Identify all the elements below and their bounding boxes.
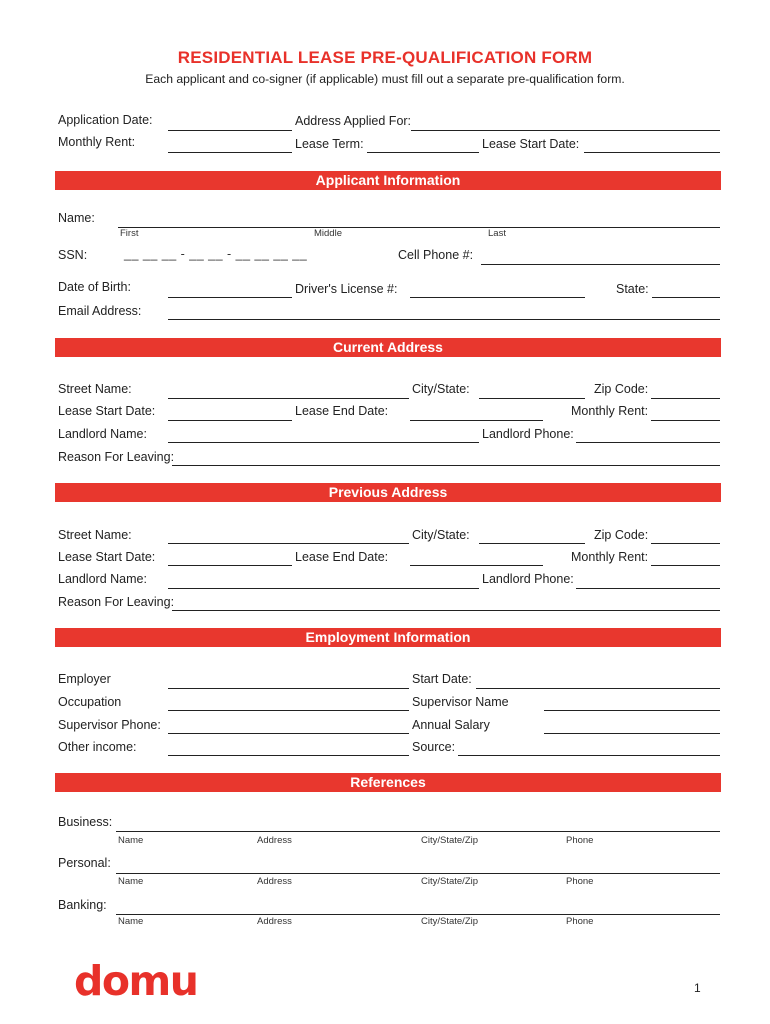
page-number: 1 bbox=[694, 981, 701, 995]
email-label: Email Address: bbox=[58, 304, 142, 318]
employer-label: Employer bbox=[58, 672, 111, 686]
lease-start-date-field[interactable] bbox=[584, 139, 720, 153]
supervisor-name-label: Supervisor Name bbox=[412, 695, 509, 709]
form-title: RESIDENTIAL LEASE PRE-QUALIFICATION FORM bbox=[177, 48, 593, 67]
banking-name-caption: Name bbox=[118, 916, 144, 927]
state-label: State: bbox=[616, 282, 649, 296]
previous-street-label: Street Name: bbox=[58, 528, 132, 542]
other-income-label: Other income: bbox=[58, 740, 137, 754]
previous-reason-field[interactable] bbox=[172, 597, 720, 611]
business-name-caption: Name bbox=[118, 835, 144, 846]
lease-term-label: Lease Term: bbox=[295, 137, 364, 151]
source-label: Source: bbox=[412, 740, 456, 754]
start-date-field[interactable] bbox=[476, 675, 720, 689]
previous-lease-end-label: Lease End Date: bbox=[295, 550, 389, 564]
personal-phone-caption: Phone bbox=[566, 876, 594, 887]
current-landlord-phone-label: Landlord Phone: bbox=[482, 427, 574, 441]
personal-city-caption: City/State/Zip bbox=[421, 876, 479, 887]
previous-city-state-field[interactable] bbox=[479, 530, 585, 544]
banking-address-caption: Address bbox=[257, 916, 292, 927]
other-income-field[interactable] bbox=[168, 742, 409, 756]
current-city-state-field[interactable] bbox=[479, 385, 585, 399]
lease-start-date-label: Lease Start Date: bbox=[482, 137, 580, 151]
previous-monthly-rent-field[interactable] bbox=[651, 552, 720, 566]
personal-address-caption: Address bbox=[257, 876, 292, 887]
previous-address-heading: Previous Address bbox=[55, 483, 721, 502]
current-landlord-name-label: Landlord Name: bbox=[58, 427, 147, 441]
current-lease-start-field[interactable] bbox=[168, 407, 292, 421]
cell-phone-label: Cell Phone #: bbox=[398, 248, 474, 262]
previous-city-state-label: City/State: bbox=[412, 528, 470, 542]
previous-landlord-name-label: Landlord Name: bbox=[58, 572, 147, 586]
business-phone-caption: Phone bbox=[566, 835, 594, 846]
current-lease-end-field[interactable] bbox=[410, 407, 543, 421]
occupation-label: Occupation bbox=[58, 695, 122, 709]
lease-term-field[interactable] bbox=[367, 139, 479, 153]
domu-logo: domu bbox=[74, 957, 198, 1005]
current-address-heading: Current Address bbox=[55, 338, 721, 357]
monthly-rent-label: Monthly Rent: bbox=[58, 135, 136, 149]
applicant-information-heading: Applicant Information bbox=[55, 171, 721, 190]
monthly-rent-field[interactable] bbox=[168, 139, 292, 153]
current-zip-field[interactable] bbox=[651, 385, 720, 399]
current-zip-label: Zip Code: bbox=[594, 382, 649, 396]
application-date-label: Application Date: bbox=[58, 113, 153, 127]
previous-reason-label: Reason For Leaving: bbox=[58, 595, 175, 609]
supervisor-phone-label: Supervisor Phone: bbox=[58, 718, 161, 732]
personal-reference-field[interactable] bbox=[116, 860, 720, 874]
business-address-caption: Address bbox=[257, 835, 292, 846]
email-field[interactable] bbox=[168, 306, 720, 320]
drivers-license-label: Driver's License #: bbox=[295, 282, 398, 296]
current-lease-end-label: Lease End Date: bbox=[295, 404, 389, 418]
current-landlord-phone-field[interactable] bbox=[576, 429, 720, 443]
current-monthly-rent-field[interactable] bbox=[651, 407, 720, 421]
banking-phone-caption: Phone bbox=[566, 916, 594, 927]
current-street-label: Street Name: bbox=[58, 382, 132, 396]
current-city-state-label: City/State: bbox=[412, 382, 470, 396]
date-of-birth-label: Date of Birth: bbox=[58, 280, 131, 294]
employer-field[interactable] bbox=[168, 675, 409, 689]
ssn-label: SSN: bbox=[58, 248, 88, 262]
address-applied-for-label: Address Applied For: bbox=[295, 114, 412, 128]
personal-reference-label: Personal: bbox=[58, 856, 111, 870]
previous-lease-start-label: Lease Start Date: bbox=[58, 550, 156, 564]
supervisor-phone-field[interactable] bbox=[168, 720, 409, 734]
annual-salary-field[interactable] bbox=[544, 720, 720, 734]
annual-salary-label: Annual Salary bbox=[412, 718, 490, 732]
first-name-caption: First bbox=[120, 228, 139, 239]
business-reference-field[interactable] bbox=[116, 818, 720, 832]
name-label: Name: bbox=[58, 211, 95, 225]
previous-lease-end-field[interactable] bbox=[410, 552, 543, 566]
banking-reference-field[interactable] bbox=[116, 901, 720, 915]
application-date-field[interactable] bbox=[168, 117, 292, 131]
previous-lease-start-field[interactable] bbox=[168, 552, 292, 566]
drivers-license-field[interactable] bbox=[410, 284, 585, 298]
ssn-field[interactable]: __ __ __ - __ __ - __ __ __ __ bbox=[124, 247, 308, 261]
previous-zip-label: Zip Code: bbox=[594, 528, 649, 542]
current-landlord-name-field[interactable] bbox=[168, 429, 479, 443]
previous-landlord-phone-label: Landlord Phone: bbox=[482, 572, 574, 586]
employment-information-heading: Employment Information bbox=[55, 628, 721, 647]
previous-zip-field[interactable] bbox=[651, 530, 720, 544]
current-street-field[interactable] bbox=[168, 385, 409, 399]
previous-landlord-name-field[interactable] bbox=[168, 575, 479, 589]
business-city-caption: City/State/Zip bbox=[421, 835, 479, 846]
source-field[interactable] bbox=[458, 742, 720, 756]
cell-phone-field[interactable] bbox=[481, 251, 720, 265]
supervisor-name-field[interactable] bbox=[544, 697, 720, 711]
previous-monthly-rent-label: Monthly Rent: bbox=[571, 550, 649, 564]
state-field[interactable] bbox=[652, 284, 720, 298]
previous-landlord-phone-field[interactable] bbox=[576, 575, 720, 589]
start-date-label: Start Date: bbox=[412, 672, 472, 686]
date-of-birth-field[interactable] bbox=[168, 284, 292, 298]
current-reason-field[interactable] bbox=[172, 452, 720, 466]
middle-name-caption: Middle bbox=[314, 228, 342, 239]
business-reference-label: Business: bbox=[58, 815, 113, 829]
references-heading: References bbox=[55, 773, 721, 792]
banking-city-caption: City/State/Zip bbox=[421, 916, 479, 927]
current-reason-label: Reason For Leaving: bbox=[58, 450, 175, 464]
personal-name-caption: Name bbox=[118, 876, 144, 887]
address-applied-for-field[interactable] bbox=[411, 117, 720, 131]
name-field[interactable] bbox=[118, 214, 720, 228]
last-name-caption: Last bbox=[488, 228, 506, 239]
current-lease-start-label: Lease Start Date: bbox=[58, 404, 156, 418]
current-monthly-rent-label: Monthly Rent: bbox=[571, 404, 649, 418]
occupation-field[interactable] bbox=[168, 697, 409, 711]
form-subtitle: Each applicant and co-signer (if applicable) must fill out a separate pre-qualification form. bbox=[145, 72, 625, 86]
previous-street-field[interactable] bbox=[168, 530, 409, 544]
banking-reference-label: Banking: bbox=[58, 898, 107, 912]
